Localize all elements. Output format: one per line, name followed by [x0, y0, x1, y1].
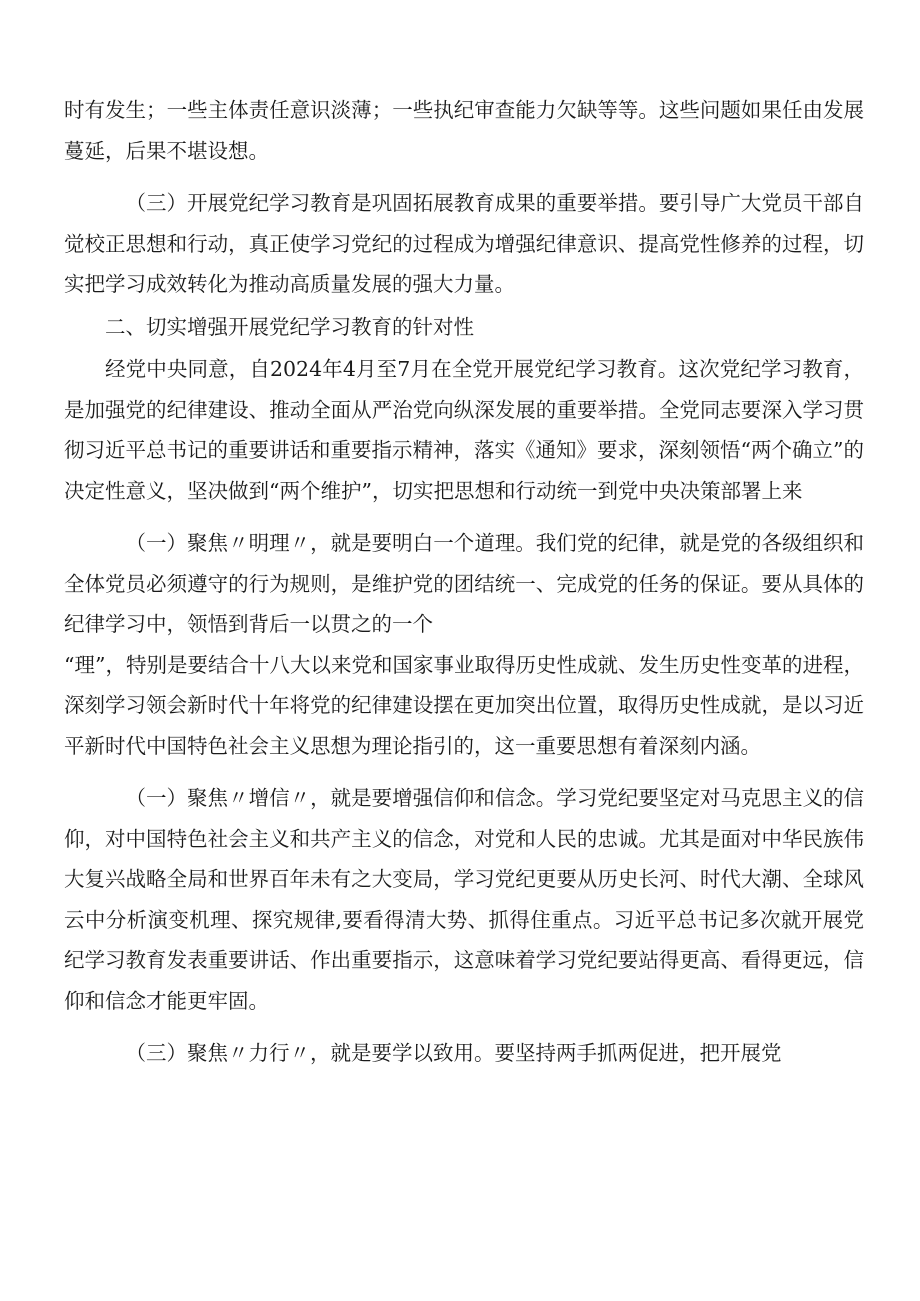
paragraph-mingli-part2: “理”，特别是要结合十八大以来党和国家事业取得历史性成就、发生历史性变革的进程，深刻学习领会新时代十年将党的纪律建设摆在更加突出位置，取得历史性成就，是以习近平新时代中国特色社会主义思想为理论指引的，这一重要思想有着深刻内涵。: [64, 652, 864, 758]
paragraph-intro: 经党中央同意，自2024年4月至7月在全党开展党纪学习教育。这次党纪学习教育，是加强党的纪律建设、推动全面从严治党向纵深发展的重要举措。全党同志要深入学习贯彻习近平总书记的重要讲话和重要指示精神，落实《通知》要求，深刻领悟“两个确立”的决定性意义，坚决做到“两个维护”，切实把思想和行动统一到党中央决策部署上来: [64, 357, 864, 503]
paragraph-continuation: 时有发生；一些主体责任意识淡薄；一些执纪审查能力欠缺等等。这些问题如果任由发展蔓延，后果不堪设想。: [64, 98, 864, 163]
paragraph-mingli-part1: （一）聚焦〃明理〃，就是要明白一个道理。我们党的纪律，就是党的各级组织和全体党员必须遵守的行为规则，是维护党的团结统一、完成党的任务的保证。要从具体的纪律学习中，领悟到背后一以贯之的一个: [64, 531, 864, 636]
paragraph-lixing: （三）聚焦〃力行〃，就是要学以致用。要坚持两手抓两促进，把开展党: [125, 1041, 782, 1065]
section-heading: 二、切实增强开展党纪学习教育的针对性: [105, 314, 474, 339]
paragraph-zengxin: （一）聚焦〃增信〃，就是要增强信仰和信念。学习党纪要坚定对马克思主义的信仰，对中国特色社会主义和共产主义的信念，对党和人民的忠诚。尤其是面对中华民族伟大复兴战略全局和世界百年未有之大变局，学习党纪更要从历史长河、时代大潮、全球风云中分析演变机理、探究规律,要看得清大势、抓得住重点。习近平总书记多次就开展党纪学习教育发表重要讲话、作出重要指示，这意味着学习党纪要站得更高、看得更远，信仰和信念才能更牢固。: [64, 786, 864, 1013]
document-page: [64, 90, 864, 1074]
paragraph-section-three: （三）开展党纪学习教育是巩固拓展教育成果的重要举措。要引导广大党员干部自觉校正思想和行动，真正使学习党纪的过程成为增强纪律意识、提高党性修养的过程，切实把学习成效转化为推动高质量发展的强大力量。: [64, 191, 864, 296]
